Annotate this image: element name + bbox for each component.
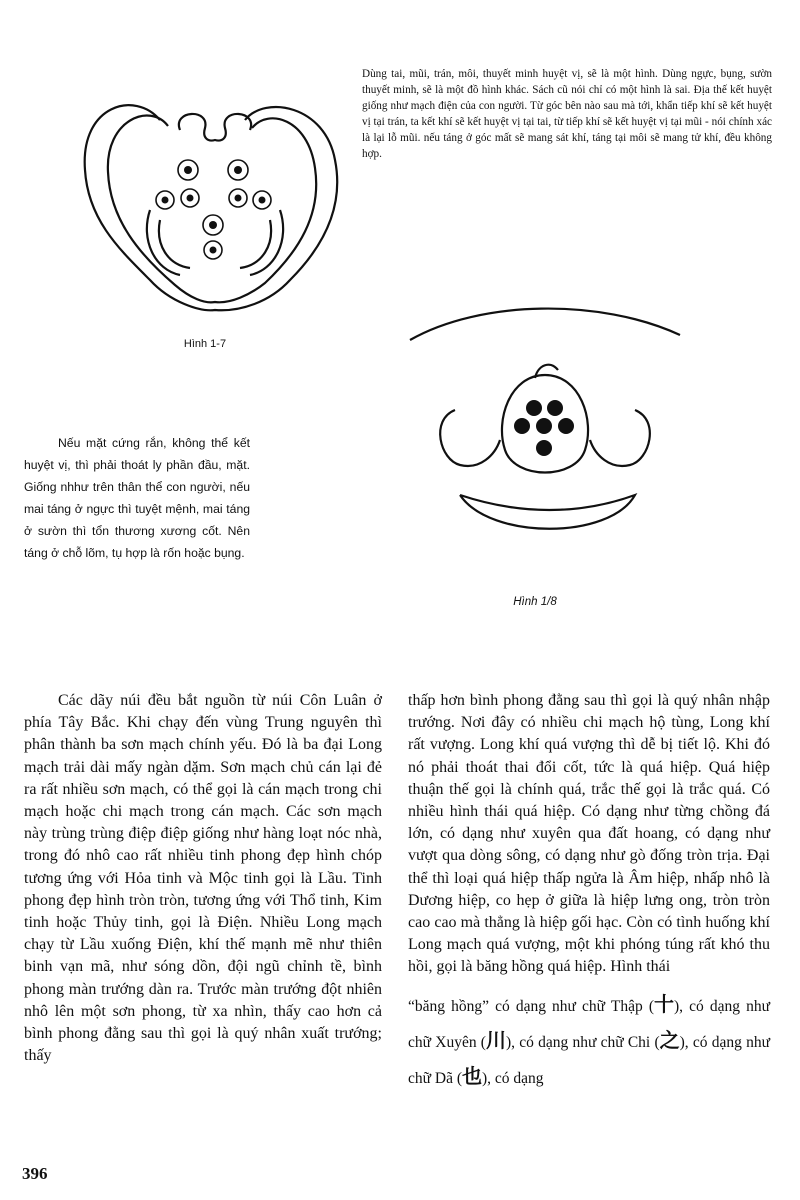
figure-1-8: [400, 300, 690, 570]
glyph-chi: 之: [659, 1027, 680, 1052]
glyph-text-5: ), có dạng: [482, 1069, 544, 1087]
glyph-text-2: ), có dạng như chữ Xuyên (: [408, 997, 770, 1051]
glyph-text-4: ), có dạng như chữ Dã (: [408, 1033, 770, 1087]
body-left-text: Các dãy núi đều bắt nguồn từ núi Côn Luân ở phía Tây Bắc. Khi chạy đến vùng Trung nguyên thì phân thành ba sơn mạch chính yếu. Đó là ba đại Long mạch trải dài mấy ngàn dặm. Sơn mạch chủ cán lại đẻ ra rất nhiều sơn mạch, có thể gọi là cán mạch trong chi mạch hoặc chi mạch trong cán mạch. Các sơn mạch này trùng trùng điệp điệp giống như hàng loạt nóc nhà, trong đó nhô cao rất nhiều tinh phong đẹp hình chóp tương ứng với Hỏa tinh và Mộc tinh gọi là Lầu. Tinh phong đẹp hình tròn tròn, tương ứng với Thổ tinh, Kim tinh hoặc Thủy tinh, gọi là Điện. Nhiều Long mạch chạy từ Lầu xuống Điện, khí thế mạnh mẽ như thiên binh vạn mã, như sóng dồn, đội ngũ chỉnh tề, bình phong màn trướng dàn ra. Trước màn trướng đột nhiên nhô lên một sơn phong, từ xa nhìn, thấy cao hơn cả bình phong đằng sau thì gọi là quý nhân xuất trướng; thấy: [24, 692, 382, 1065]
glyph-da: 也: [462, 1063, 483, 1088]
figure-note-top: Dùng tai, mũi, trán, môi, thuyết minh huyệt vị, sẽ là một hình. Dùng ngực, bụng, sườn thuyết minh, sẽ là một đồ hình khác. Sách cũ nói chỉ có một hình là sai. Địa thế kết huyệt giống như mạch điện của con người. Từ góc bên nào sau mà tới, khẩn tiếp khí sẽ kết huyệt vị tại trán, ta kết khí sẽ kết huyệt vị tại tai, từ tiếp khí sẽ kết huyệt vị tại mũi - nói chính xác là lại lỗ mũi. nếu táng ở góc mất sẽ mang sát khí, táng tại môi sẽ mang tử khí, đều không hợp.: [362, 68, 772, 160]
figure-1-8-caption: Hình 1/8: [513, 596, 557, 608]
note-left-text: Nếu mặt cứng rắn, không thể kết huyệt vị, thì phải thoát ly phần đầu, mặt. Giống nhhư trên thân thể con người, nếu mai táng ở ngực thì tuyệt mệnh, mai táng ở sườn thì tổn thương xương cốt. Nên táng ở chỗ lõm, tụ hợp là rốn hoặc bụng.: [24, 436, 250, 560]
glyph-text-3: ), có dạng như chữ Chi (: [505, 1033, 660, 1051]
body-right-text: thấp hơn bình phong đằng sau thì gọi là quý nhân nhập trướng. Nơi đây có nhiều chi mạch hộ tùng, Long khí rất vượng. Long khí quá vượng thì dễ bị tiết lộ. Khi đó nó phải thoát thai đổi cốt, tức là quá hiệp. Quá hiệp thuận thế gọi là chính quá, trắc thế gọi là trắc quá. Có nhiều hình thái quá hiệp. Có dạng như từng chồng đá lớn, có dạng như xuyên qua đất hoang, có dạng như vượt qua dòng sông, có dạng như gò đống tròn trịa. Đại thể thì loại quá hiệp thấp ngửa là Âm hiệp, nhấp nhô là Dương hiệp, co hẹp ở giữa là hiệp lưng ong, tròn tròn cao cao mà thẳng là hiệp gối hạc. Còn có tình huống khí Long mạch quá vượng, một khi phóng túng rất khó thu hồi, gọi là băng hồng quá hiệp. Hình thái: [408, 692, 770, 976]
figure-note-left: [24, 432, 250, 564]
body-column-right: [408, 690, 770, 1097]
glyph-xuyen: 川: [485, 1027, 506, 1052]
glyph-text-1: “băng hồng” có dạng như chữ Thập (: [408, 997, 654, 1015]
figure-1-7: [40, 80, 370, 330]
glyph-paragraph: [408, 989, 770, 1097]
figure-1-7-caption: Hình 1-7: [183, 338, 227, 350]
page-number: 396: [22, 1164, 48, 1183]
body-column-left: [24, 690, 382, 1067]
glyph-thap: 十: [654, 991, 674, 1016]
